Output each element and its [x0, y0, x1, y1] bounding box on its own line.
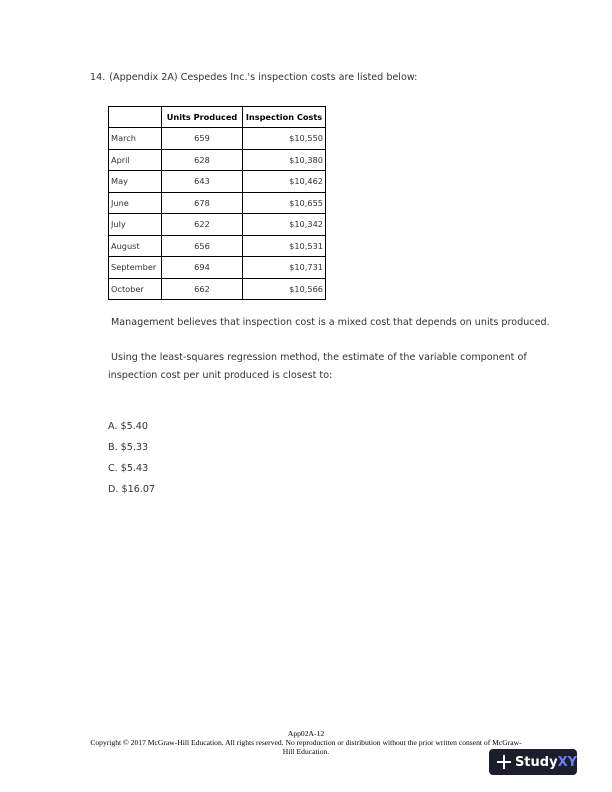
- copyright-notice: Copyright © 2017 McGraw-Hill Education. All rights reserved. No reproduction or distribution without the prior written consent of McGraw-Hill Education.: [90, 738, 522, 756]
- month-cell: July: [109, 214, 162, 236]
- question-prompt: [108, 349, 538, 385]
- table-row: [109, 192, 326, 214]
- cost-cell: $10,655: [243, 192, 326, 214]
- choice-a: A. $5.40: [108, 421, 148, 432]
- cost-cell: $10,380: [243, 149, 326, 171]
- choice-b: B. $5.33: [108, 442, 149, 453]
- month-cell: June: [109, 192, 162, 214]
- cost-cell: $10,731: [243, 257, 326, 279]
- table-row: [109, 257, 326, 279]
- page-footer: [90, 729, 522, 756]
- table-row: [109, 214, 326, 236]
- header-blank: [109, 107, 162, 128]
- table-header-row: [109, 107, 326, 128]
- management-statement: Management believes that inspection cost is a mixed cost that depends on units produced.: [111, 317, 550, 328]
- month-cell: March: [109, 128, 162, 150]
- brand-suffix: XY: [557, 754, 577, 770]
- units-cell: 622: [162, 214, 243, 236]
- page-id: App02A-12: [287, 729, 325, 738]
- plus-icon: [497, 755, 510, 769]
- question-number: 14.: [90, 72, 106, 83]
- table-row: [109, 149, 326, 171]
- table-row: [109, 171, 326, 193]
- question-header: [90, 72, 417, 83]
- header-units-produced: Units Produced: [162, 107, 243, 128]
- units-cell: 628: [162, 149, 243, 171]
- units-cell: 659: [162, 128, 243, 150]
- header-inspection-costs: Inspection Costs: [243, 107, 326, 128]
- studyxy-badge[interactable]: [489, 749, 577, 775]
- month-cell: October: [109, 278, 162, 300]
- answer-choices: [108, 420, 155, 504]
- cost-cell: $10,462: [243, 171, 326, 193]
- question-prompt-text: Using the least-squares regression method, the estimate of the variable component of inspection cost per unit produced is closest to:: [108, 352, 527, 381]
- units-cell: 678: [162, 192, 243, 214]
- choice-d: D. $16.07: [108, 484, 156, 495]
- table-row: [109, 278, 326, 300]
- cost-cell: $10,531: [243, 235, 326, 257]
- month-cell: September: [109, 257, 162, 279]
- units-cell: 694: [162, 257, 243, 279]
- month-cell: April: [109, 149, 162, 171]
- units-cell: 662: [162, 278, 243, 300]
- choice-c: C. $5.43: [108, 463, 149, 474]
- inspection-costs-table: [108, 106, 326, 300]
- cost-cell: $10,566: [243, 278, 326, 300]
- units-cell: 643: [162, 171, 243, 193]
- month-cell: August: [109, 235, 162, 257]
- cost-cell: $10,550: [243, 128, 326, 150]
- table-row: [109, 235, 326, 257]
- units-cell: 656: [162, 235, 243, 257]
- question-text: (Appendix 2A) Cespedes Inc.'s inspection costs are listed below:: [109, 72, 418, 83]
- cost-cell: $10,342: [243, 214, 326, 236]
- table-row: [109, 128, 326, 150]
- month-cell: May: [109, 171, 162, 193]
- brand-prefix: Study: [514, 754, 558, 770]
